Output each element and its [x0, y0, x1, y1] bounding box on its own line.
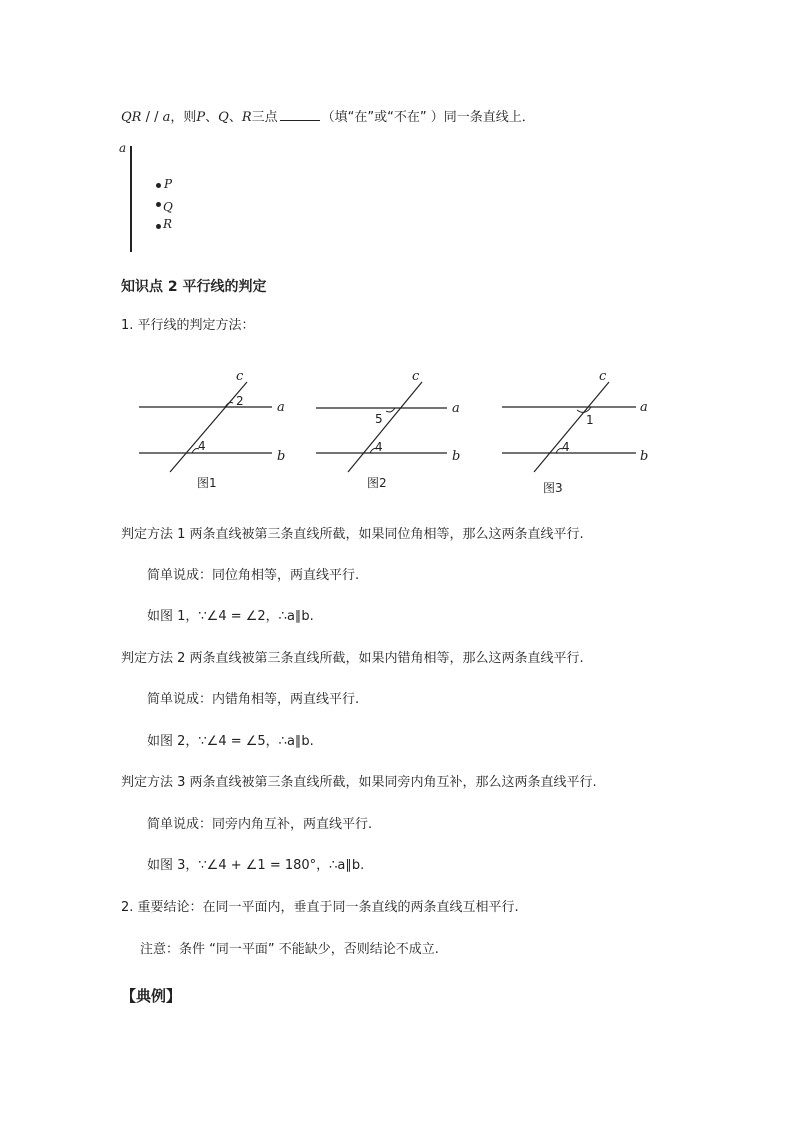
fig2-angle-top: 5	[375, 412, 383, 426]
question-sep2: 、	[228, 110, 242, 125]
fig2-line-c	[348, 382, 422, 472]
figure-1	[139, 369, 285, 490]
fig1-c-label: c	[236, 369, 244, 384]
fig1-caption: 图1	[197, 476, 217, 490]
fig2-c-label: c	[412, 369, 420, 384]
point-q-label: Q	[218, 110, 229, 125]
method-1-example: 如图 1，∵∠4 = ∠2，∴a∥b.	[147, 609, 314, 624]
fig3-a-label: a	[640, 400, 648, 415]
point-p-label: P	[196, 110, 206, 125]
fig2-a-label: a	[452, 401, 460, 416]
method-1-title: 判定方法 1 两条直线被第三条直线所截，如果同位角相等，那么这两条直线平行.	[121, 527, 584, 542]
method-2-simple: 简单说成：内错角相等，两直线平行.	[147, 692, 360, 707]
qr-label: QR	[121, 110, 142, 125]
question-mid1: ，则	[170, 110, 197, 125]
point-r-text: R	[163, 217, 173, 231]
fig3-caption: 图3	[543, 481, 563, 495]
fig2-b-label: b	[452, 449, 461, 464]
fig3-angle-top: 1	[586, 413, 594, 427]
fig1-angle-top: 2	[236, 394, 244, 408]
method-1-simple: 简单说成：同位角相等，两直线平行.	[147, 568, 360, 583]
question-sep1: 、	[205, 110, 219, 125]
question-tail: （填“在”或“不在” ）同一条直线上．	[321, 110, 535, 125]
note: 注意：条件 “同一平面” 不能缺少，否则结论不成立.	[140, 942, 439, 957]
fig3-b-label: b	[640, 449, 649, 464]
section-title: 知识点 2 平行线的判定	[121, 279, 267, 295]
fig1-a-label: a	[277, 400, 285, 415]
example-heading: 【典例】	[121, 987, 182, 1005]
method-2-title: 判定方法 2 两条直线被第三条直线所截，如果内错角相等，那么这两条直线平行.	[121, 651, 584, 666]
parallel-sign: / /	[141, 110, 163, 125]
fig3-line-c	[534, 382, 609, 472]
important-conclusion: 2. 重要结论：在同一平面内，垂直于同一条直线的两条直线互相平行.	[121, 900, 519, 915]
question-mid2: 三点	[251, 110, 278, 125]
figure-2	[316, 369, 460, 490]
line-a-label: a	[162, 110, 171, 125]
fig2-angle-bottom: 4	[375, 440, 383, 454]
point-r-label: R	[241, 110, 252, 125]
method-3-title: 判定方法 3 两条直线被第三条直线所截，如果同旁内角互补，那么这两条直线平行.	[121, 775, 597, 790]
fig1-angle-bottom: 4	[198, 439, 206, 453]
fig3-angle-bottom: 4	[562, 440, 570, 454]
fig2-caption: 图2	[367, 476, 387, 490]
point-q-text: Q	[163, 200, 173, 214]
method-2-example: 如图 2，∵∠4 = ∠5，∴a∥b.	[147, 734, 314, 749]
fig1-b-label: b	[277, 449, 286, 464]
subsection-methods: 1. 平行线的判定方法：	[121, 318, 255, 333]
method-3-simple: 简单说成：同旁内角互补，两直线平行.	[147, 817, 373, 832]
point-p-text: P	[164, 177, 173, 191]
fig3-c-label: c	[599, 369, 607, 384]
method-3-example: 如图 3，∵∠4 + ∠1 = 180°，∴a∥b.	[147, 858, 365, 873]
figure-3	[502, 369, 648, 495]
point-figure-line-label: a	[119, 141, 127, 155]
